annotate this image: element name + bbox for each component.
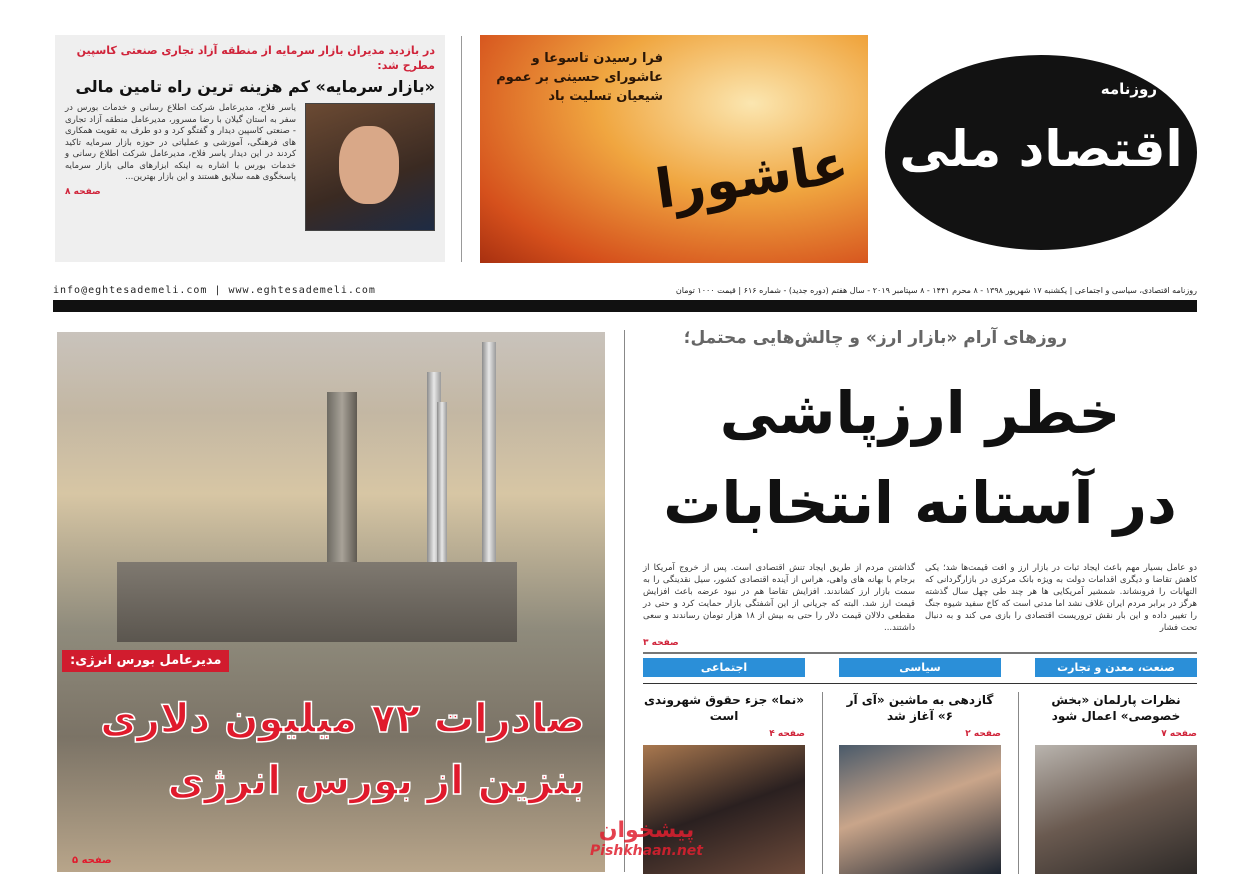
section-tab-social[interactable]: اجتماعی [643,658,805,677]
top-story-photo [305,103,435,231]
divider [822,692,823,874]
top-story-page-ref[interactable]: صفحه ۸ [65,186,101,197]
price: قیمت ۱۰۰۰ تومان [675,286,736,295]
watermark-en: Pishkhaan.net [590,843,703,859]
story-photo-politics [839,745,1001,874]
masthead-name: اقتصاد ملی [899,120,1183,178]
issue-info: روزنامه اقتصادی، سیاسی و اجتماعی | یکشنبه ۱۷ شهریور ۱۳۹۸ - ۸ محرم ۱۴۴۱ - ۸ سپتامبر ۲۰۱۹ - سال هفتم (دوره جدید) - شماره ۶۱۶ | قیمت ۱۰۰۰ تومان [675,286,1197,295]
photo-story-headline[interactable] [65,688,585,812]
masthead-prefix: روزنامه [1100,80,1157,98]
watermark-fa: پیشخوان [598,818,695,843]
email-link[interactable]: info@eghtesademeli.com [53,285,208,296]
story-politics[interactable] [839,692,1001,874]
lead-body-col-right: دو عامل بسیار مهم باعث ایجاد ثبات در بازار ارز و افت قیمت‌ها شد؛ یکی کاهش تقاضا و دیگری اقدامات دولت به ویژه بانک مرکزی در بازارگردانی که التهابات را فرونشاند. شمشیر آمریکایی ها هر چند طی چهل سال گذشته هرگز در برابر مردم ایران غلاف نشد اما مدتی است که کاخ سفید شیوه جنگ را تغییر داده و این بار نقش تروریست اقتصادی را بازی می کند و به دنبال تحت فشار [925,563,1197,633]
story-headline[interactable]: «نما» جزء حقوق شهروندی است [644,693,804,723]
rule-bar [53,300,1197,312]
top-story-body: یاسر فلاح، مدیرعامل شرکت اطلاع رسانی و خدمات بورس در سفر به استان گیلان با رضا مسرور، مدیرعامل منطقه آزاد تجاری - صنعتی کاسپین دیدار و گفتگو کرد و دو طرف به تقویت همکاری های فرهنگی، آموزشی و عملیاتی در حوزه بازار سرمایه تاکید کردند در این دیدار یاسر فلاح، مدیرعامل شرکت اطلاع رسانی و خدمات بورس با اشاره به اینکه ابزارهای مالی بازار سرمایه پاسخگوی همه سلایق هستند و این بازار بهترین... [65,103,296,182]
ad-text: فرا رسیدن تاسوعا و عاشورای حسینی بر عموم شیعیان تسلیت باد [496,51,663,104]
divider [461,36,462,262]
top-story-box[interactable] [55,35,445,262]
website-link[interactable]: www.eghtesademeli.com [228,285,376,296]
story-headline[interactable]: گازدهی به ماشین «آی آر ۶» آغاز شد [846,693,994,723]
top-story-headline[interactable]: «بازار سرمایه» کم هزینه ترین راه تامین مالی [75,77,435,96]
story-page-ref[interactable]: صفحه ۴ [769,729,805,739]
lead-body-col-left: گذاشتن مردم از طریق ایجاد تنش اقتصادی است. پس از خروج آمریکا از برجام با بهانه های واهی، هراس از آینده اقتصادی کشور، سیل نقدینگی را به سمت بازار ارز کشاندند. افزایش تقاضا هم در نبود عرضه باعث افزایش قیمت ارز شد. البته که جریانی از این آشفتگی بازار حمایت کرد و حتی در مقطعی دلالان قیمت دلار را حتی به بیش از ۱۸ هزار تومان رساندند و سعی داشتند... [643,563,915,633]
lead-headline-line-2: در آستانه انتخابات [663,469,1177,537]
ashura-ad [480,35,868,263]
watermark [590,818,703,859]
lead-headline[interactable] [640,368,1200,548]
lead-page-ref[interactable]: صفحه ۳ [643,638,679,648]
divider [1018,692,1019,874]
photo-story-page-ref[interactable]: صفحه ۵ [72,855,112,866]
ad-calligraphy: عاشورا [651,131,853,222]
story-page-ref[interactable]: صفحه ۲ [965,729,1001,739]
section-tab-politics[interactable]: سیاسی [839,658,1001,677]
story-page-ref[interactable]: صفحه ۷ [1161,729,1197,739]
top-story-kicker: در بازدید مدیران بازار سرمایه از منطقه آزاد تجاری صنعتی کاسپین مطرح شد: [76,44,435,72]
divider [624,330,625,872]
lead-headline-line-1: خطر ارزپاشی [719,379,1121,447]
issue-date: یکشنبه ۱۷ شهریور ۱۳۹۸ - ۸ محرم ۱۴۴۱ - ۸ سپتامبر ۲۰۱۹ - سال هفتم (دوره جدید) - شماره ۶۱۶ [743,286,1068,295]
photo-story-label: مدیرعامل بورس انرژی: [62,650,229,672]
info-bar [53,283,1197,298]
lead-kicker: روزهای آرام «بازار ارز» و چالش‌هایی محتمل؛ [683,328,1067,348]
masthead-logo [885,40,1197,262]
divider [643,683,1197,684]
photo-story-headline-2: بنزین از بورس انرژی [167,758,585,804]
story-industry[interactable] [1035,692,1197,874]
divider [643,652,1197,654]
refinery-photo-story[interactable] [57,332,605,872]
lower-right-section [643,562,1197,874]
tagline: روزنامه اقتصادی، سیاسی و اجتماعی [1074,286,1197,295]
story-photo-industry [1035,745,1197,874]
section-tab-industry[interactable]: صنعت، معدن و تجارت [1035,658,1197,677]
contact-links: info@eghtesademeli.com | www.eghtesademeli.com [53,285,376,296]
photo-story-headline-1: صادرات ۷۲ میلیون دلاری [100,696,585,742]
story-headline[interactable]: نظرات پارلمان «بخش خصوصی» اعمال شود [1051,693,1181,723]
